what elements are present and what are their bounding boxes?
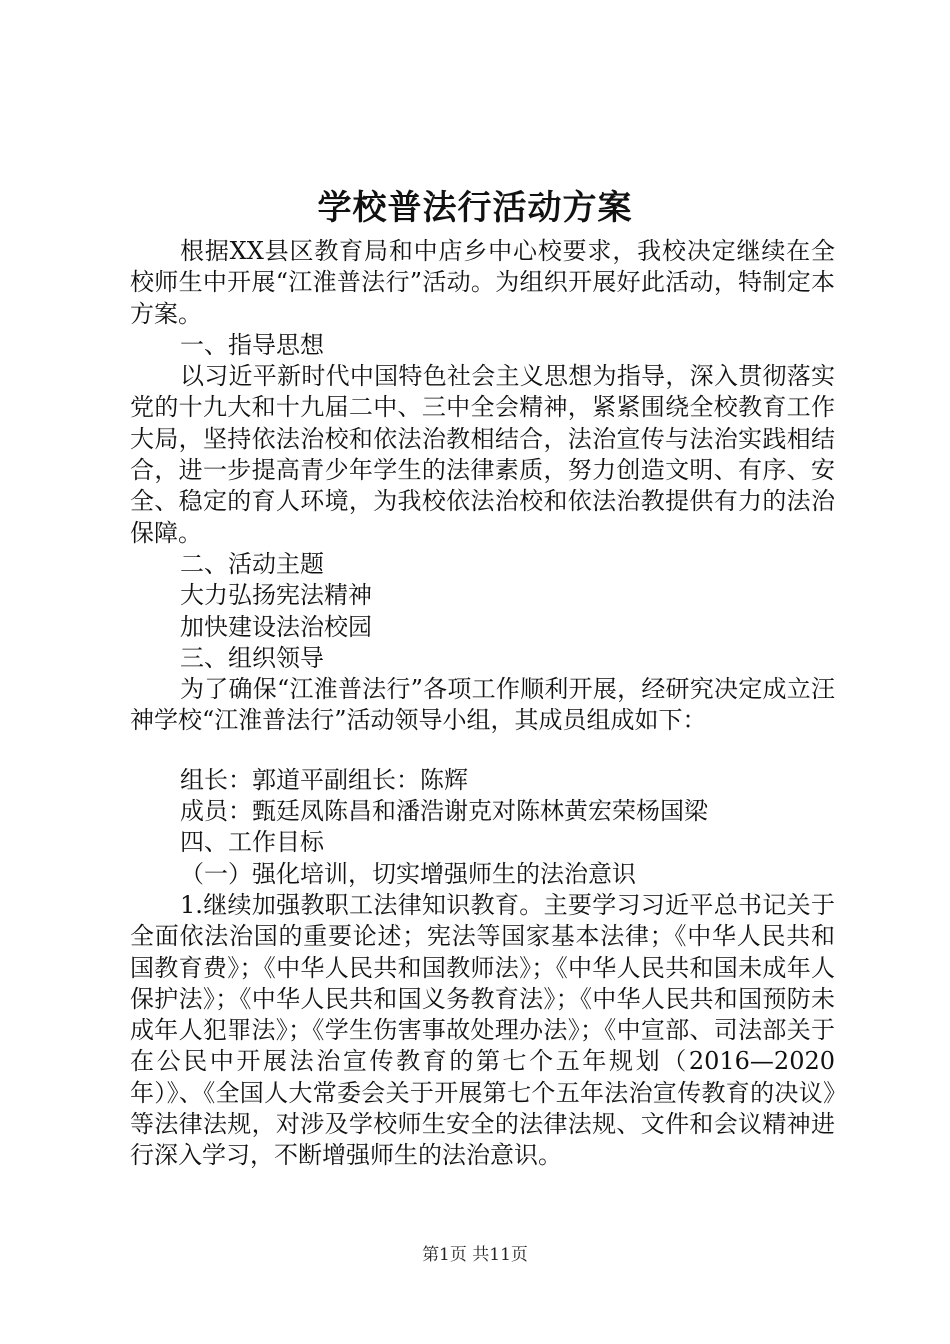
blank-line — [130, 737, 835, 765]
theme-line-1: 大力弘扬宪法精神 — [180, 581, 372, 610]
organization-paragraph: 为了确保“江淮普法行”各项工作顺利开展，经研究决定成立汪神学校“江淮普法行”活动领导小组，其成员组成如下： — [130, 675, 835, 735]
document-title: 学校普法行活动方案 — [317, 188, 633, 228]
group-leaders-line: 组长：郭道平副组长：陈辉 — [180, 765, 468, 794]
document-body — [130, 236, 835, 1172]
section-heading-organization: 三、组织领导 — [180, 643, 324, 672]
subsection-heading-training: （一）强化培训，切实增强师生的法治意识 — [180, 859, 636, 888]
section-heading-work-goals: 四、工作目标 — [180, 828, 324, 857]
training-item-1-paragraph: 1.继续加强教职工法律知识教育。主要学习习近平总书记关于全面依法治国的重要论述；宪法等国家基本法律；《中华人民共和国教育费》；《中华人民共和国教师法》；《中华人民共和国未成年人保护法》；《中华人民共和国义务教育法》；《中华人民共和国预防未成年人犯罪法》；《学生伤害事故处理办法》；《中宣部、司法部关于在公民中开展法治宣传教育的第七个五年规划（2016—2020年）》、《全国人大常委会关于开展第七个五年法治宣传教育的决议》等法律法规，对涉及学校师生安全的法律法规、文件和会议精神进行深入学习，不断增强师生的法治意识。 — [130, 890, 835, 1170]
section-heading-guiding-ideology: 一、指导思想 — [180, 330, 324, 359]
intro-paragraph: 根据XX县区教育局和中店乡中心校要求，我校决定继续在全校师生中开展“江淮普法行”活动。为组织开展好此活动，特制定本方案。 — [130, 237, 835, 328]
guiding-ideology-paragraph: 以习近平新时代中国特色社会主义思想为指导，深入贯彻落实党的十九大和十九届二中、三中全会精神，紧紧围绕全校教育工作大局，坚持依法治校和依法治教相结合，法治宣传与法治实践相结合，进一步提高青少年学生的法律素质，努力创造文明、有序、安全、稳定的育人环境，为我校依法治校和依法治教提供有力的法治保障。 — [130, 362, 835, 547]
theme-line-2: 加快建设法治校园 — [180, 612, 372, 641]
group-members-line: 成员：甄廷凤陈昌和潘浩谢克对陈林黄宏荣杨国梁 — [180, 797, 708, 826]
page-footer: 第1页 共11页 — [422, 1245, 528, 1265]
section-heading-activity-theme: 二、活动主题 — [180, 549, 324, 578]
